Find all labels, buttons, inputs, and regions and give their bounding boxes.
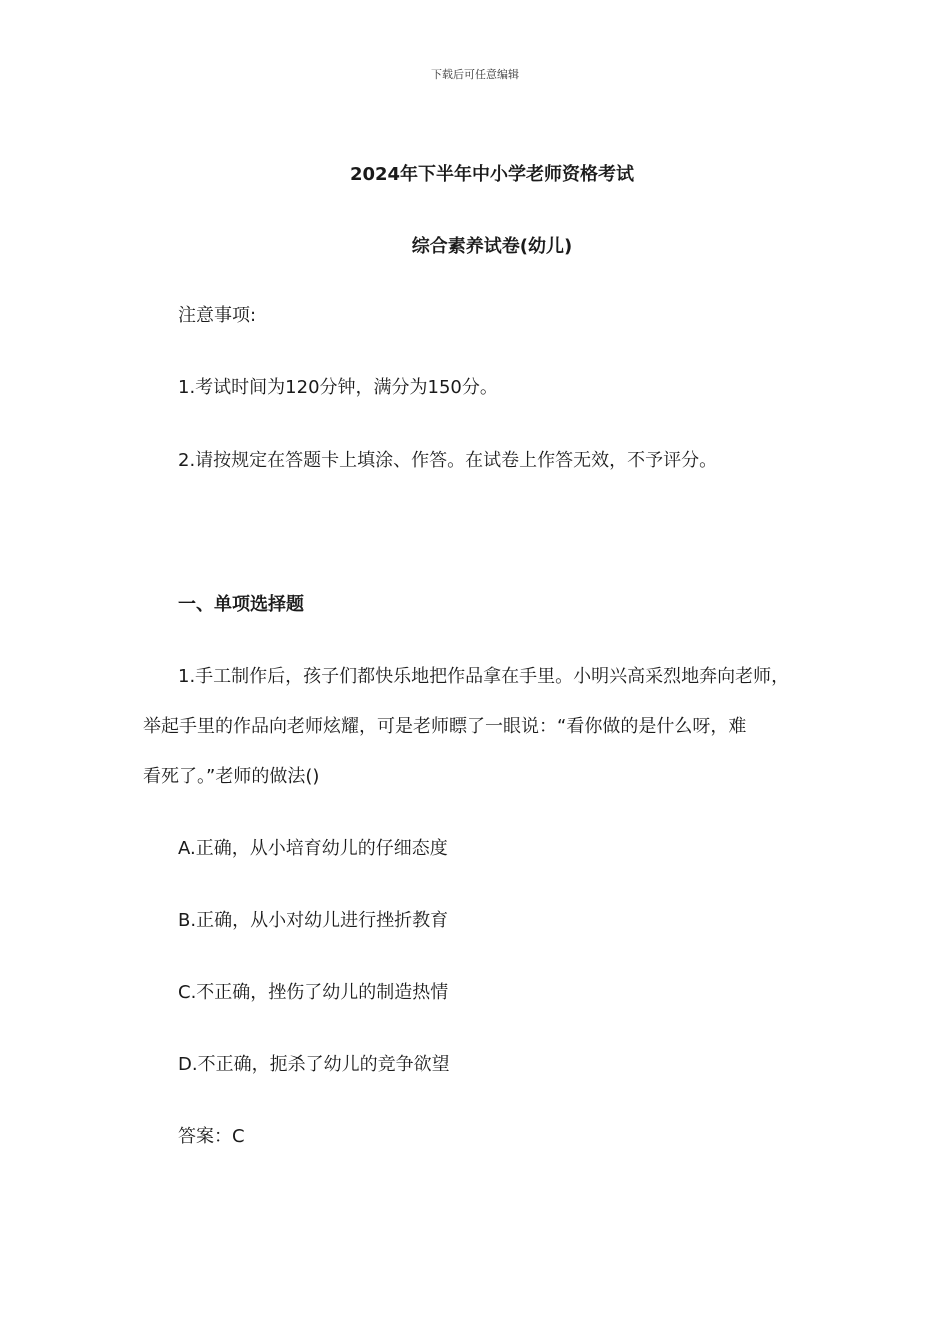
notice-item-1: 1.考试时间为120分钟，满分为150分。 [178,377,498,398]
header-note: 下载后可任意编辑 [431,68,519,81]
option-c: C.不正确，挫伤了幼儿的制造热情 [178,982,449,1003]
option-b: B.正确，从小对幼儿进行挫折教育 [178,910,449,931]
answer-text: 答案：C [178,1126,245,1147]
option-a: A.正确，从小培育幼儿的仔细态度 [178,838,448,859]
notice-item-2: 2.请按规定在答题卡上填涂、作答。在试卷上作答无效，不予评分。 [178,450,718,471]
exam-subtitle: 综合素养试卷(幼儿) [411,236,573,257]
notice-heading: 注意事项: [178,305,257,326]
section-heading: 一、单项选择题 [178,594,304,615]
question-line-2: 举起手里的作品向老师炫耀，可是老师瞟了一眼说：“看你做的是什么呀，难 [143,716,747,737]
option-d: D.不正确，扼杀了幼儿的竞争欲望 [178,1054,450,1075]
exam-title: 2024年下半年中小学老师资格考试 [349,164,635,185]
question-line-3: 看死了。”老师的做法() [143,766,320,787]
question-line-1: 1.手工制作后，孩子们都快乐地把作品拿在手里。小明兴高采烈地奔向老师， [178,666,790,687]
